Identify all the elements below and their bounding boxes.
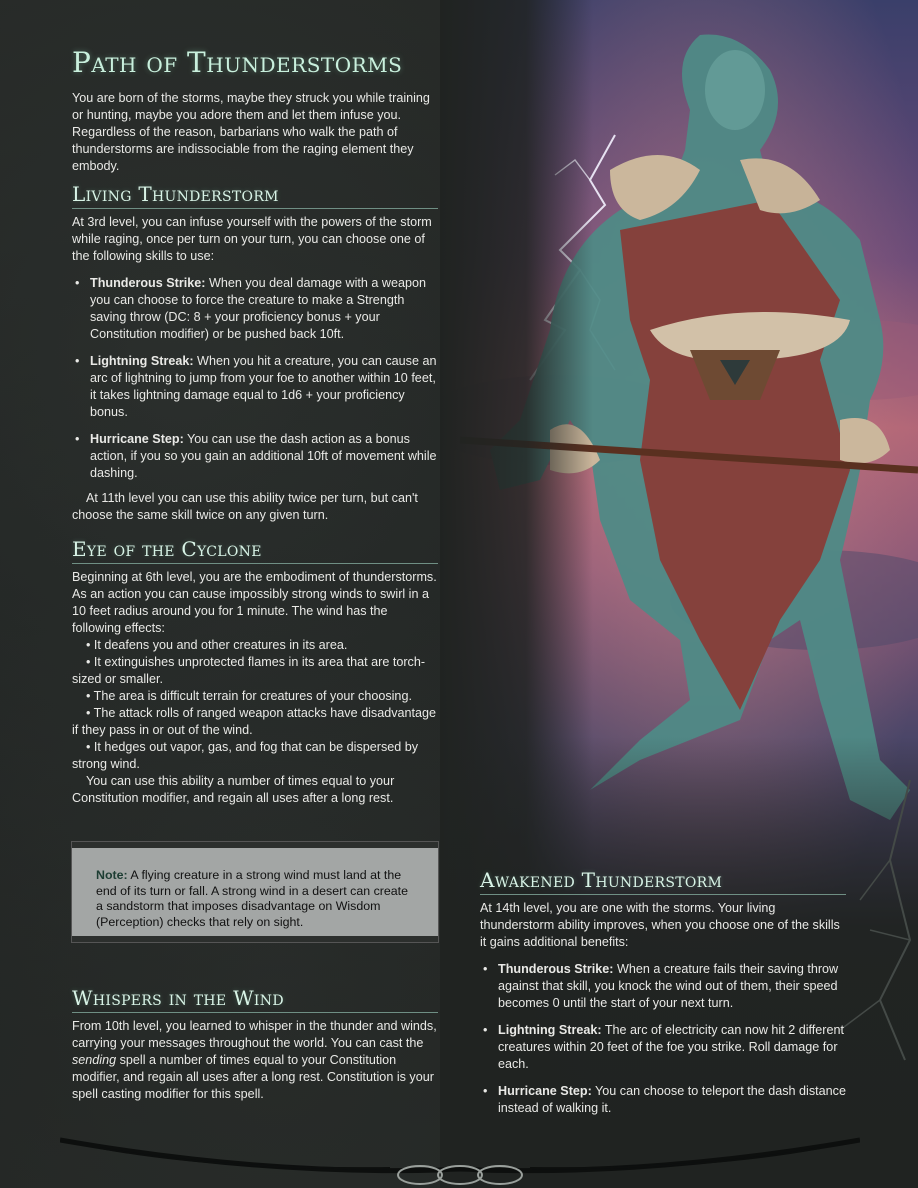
list-item bbox=[72, 353, 438, 421]
list-item bbox=[480, 1083, 846, 1117]
intro-paragraph: You are born of the storms, maybe they struck you while training or hunting, maybe you adore them and let them infuse you. Regardless of the reason, barbarians who walk the path of thunderstorms are indissociable from the raging element they embody. bbox=[72, 91, 430, 173]
skill-name: Hurricane Step: bbox=[90, 432, 184, 446]
living-outro: At 11th level you can use this ability twice per turn, but can't choose the same skill twice on any given turn. bbox=[72, 491, 418, 522]
page-title: Path of Thunderstorms bbox=[72, 46, 403, 79]
cyclone-effect: • The area is difficult terrain for creatures of your choosing. bbox=[86, 689, 412, 703]
cyclone-effect: • It hedges out vapor, gas, and fog that can be dispersed by strong wind. bbox=[72, 740, 419, 771]
living-thunderstorm-section bbox=[72, 214, 438, 524]
spell-name: sending bbox=[72, 1053, 117, 1067]
skill-name: Thunderous Strike: bbox=[90, 276, 206, 290]
skill-text: When you deal damage with a weapon you can choose to force the creature to make a Strength saving throw (DC: 8 + your proficiency bonus + your Constitution modifier) or be pushed back 10ft. bbox=[90, 276, 426, 341]
cyclone-intro: Beginning at 6th level, you are the embodiment of thunderstorms. As an action you can cause impossibly strong winds to swirl in a 10 feet radius around you for 1 minute. The wind has the following effects: bbox=[72, 570, 437, 635]
note-label: Note: bbox=[96, 868, 128, 882]
skill-name: Lightning Streak: bbox=[90, 354, 194, 368]
cyclone-effect: • The attack rolls of ranged weapon attacks have disadvantage if they pass in or out of the wind. bbox=[72, 706, 437, 737]
list-item bbox=[480, 961, 846, 1012]
footer-ornament bbox=[60, 1130, 860, 1188]
note-text bbox=[96, 868, 414, 930]
skill-text: You can choose to teleport the dash distance instead of walking it. bbox=[498, 1084, 846, 1115]
cyclone-effect: • It extinguishes unprotected flames in its area that are torch-sized or smaller. bbox=[72, 655, 426, 686]
skill-text: When you hit a creature, you can cause an arc of lightning to jump from your foe to another within 10 feet, it takes lightning damage equal to 1d6 + your proficiency bonus. bbox=[90, 354, 437, 419]
heading-eye-of-the-cyclone: Eye of the Cyclone bbox=[72, 537, 438, 564]
note-body: A flying creature in a strong wind must land at the end of its turn or fall. A strong wind in a desert can create a sandstorm that imposes disadvantage on Wisdom (Perception) checks that rely on sight. bbox=[96, 868, 409, 929]
living-skill-list bbox=[72, 275, 438, 482]
awakened-skill-list bbox=[480, 961, 846, 1117]
heading-living-thunderstorm: Living Thunderstorm bbox=[72, 182, 438, 209]
skill-name: Thunderous Strike: bbox=[498, 962, 614, 976]
cyclone-effect: • It deafens you and other creatures in its area. bbox=[86, 638, 348, 652]
skill-text: You can use the dash action as a bonus action, if you so you gain an additional 10ft of movement while dashing. bbox=[90, 432, 437, 480]
whispers-paragraph bbox=[72, 1018, 438, 1103]
note-box bbox=[72, 842, 438, 942]
skill-text: When a creature fails their saving throw against that skill, you knock the wind out of them, their speed becomes 0 until the start of your next turn. bbox=[498, 962, 839, 1010]
list-item bbox=[72, 431, 438, 482]
heading-whispers-in-the-wind: Whispers in the Wind bbox=[72, 986, 438, 1013]
awakened-intro: At 14th level, you are one with the storms. Your living thunderstorm ability improves, when you choose one of the skills it gains additional benefits: bbox=[480, 901, 840, 949]
living-intro: At 3rd level, you can infuse yourself with the powers of the storm while raging, once per turn on your turn, you can choose one of the following skills to use: bbox=[72, 215, 432, 263]
list-item bbox=[72, 275, 438, 343]
cyclone-outro: You can use this ability a number of times equal to your Constitution modifier, and regain all uses after a long rest. bbox=[72, 774, 395, 805]
cyclone-section bbox=[72, 569, 438, 807]
whispers-text-before: From 10th level, you learned to whisper in the thunder and winds, carrying your messages throughout the world. You can cast the bbox=[72, 1019, 437, 1050]
skill-text: The arc of electricity can now hit 2 different creatures within 20 feet of the foe you strike. Roll damage for each. bbox=[498, 1023, 844, 1071]
skill-name: Hurricane Step: bbox=[498, 1084, 592, 1098]
heading-awakened-thunderstorm: Awakened Thunderstorm bbox=[480, 868, 846, 895]
list-item bbox=[480, 1022, 846, 1073]
awakened-section bbox=[480, 900, 846, 1125]
skill-name: Lightning Streak: bbox=[498, 1023, 602, 1037]
whispers-text-after: spell a number of times equal to your Constitution modifier, and regain all uses after a long rest. Constitution is your spell casting modifier for this spell. bbox=[72, 1053, 434, 1101]
